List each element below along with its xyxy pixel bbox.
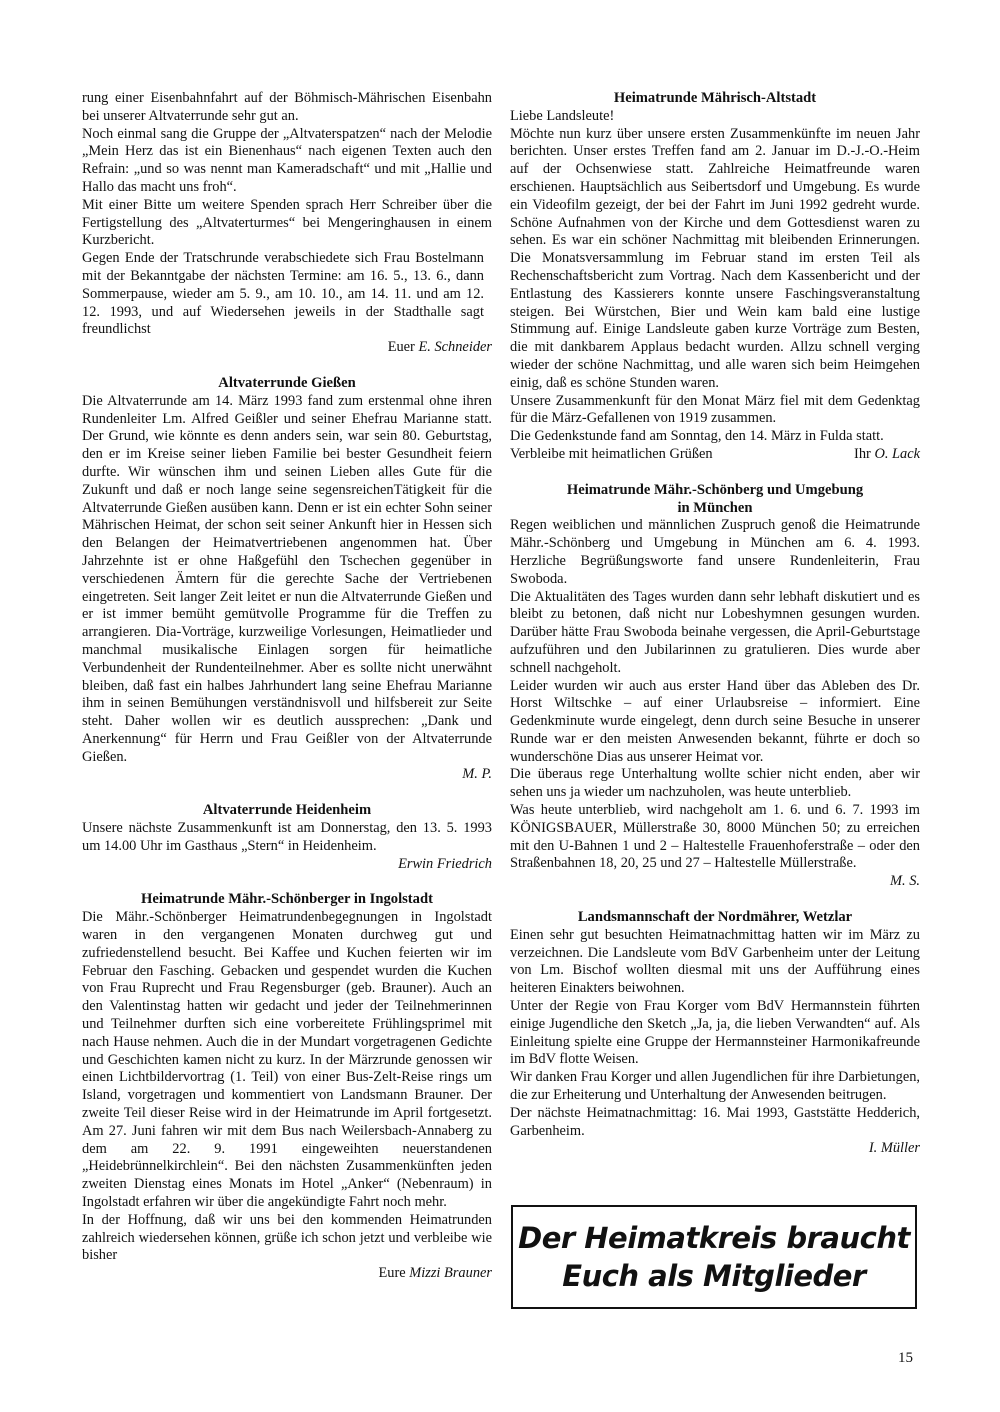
intro-signature bbox=[82, 339, 492, 357]
membership-banner bbox=[511, 1205, 917, 1309]
ingolstadt-paragraph-1: Die Mähr.-Schönberger Heimatrundenbegegnungen in Ingolstadt waren in den vergangenen Monaten durchweg gut und zufriedenstellend besucht. Bei Kaffee und Kuchen feierten wir im Februar den Fasching. Gebacken und gespendet wurden die Kuchen von Frau Ruprecht und Frau Regensburger (geb. Brauner). Auch an den Valentinstag hatten wir gedacht und jeder der Teilnehmerinnen und Teilnehmer durften sich eine vorbereitete Frühlingsprimel mit nach Hause nehmen. Auch die in der Mundart vorgetragenen Gedichte und Geschichten kamen nicht zu kurz. In der Märzrunde genossen wir einen Lichtbildervortrag (1. Teil) von einer Bus-Zelt-Reise rings um Island, vorgetragen und kommentiert von Landsmann Brauner. Der zweite Teil dieser Reise wird in der Heimatrunde im April fortgesetzt. Am 27. Juni fahren wir mit dem Bus nach Weilersbach-Annaberg zu dem am 22. 9. 1991 eingeweihten neuerstandenen „Heidebrünnelkirchlein“. Bei den nächsten Zusammenkünften jeden zweiten Dienstag eines Monats im Hotel „Anker“ (Nebenraum) in Ingolstadt erfahren wir über die angekündigte Fahrt noch mehr. bbox=[82, 909, 492, 1211]
ingolstadt-signature-prefix: Eure bbox=[378, 1265, 406, 1282]
altstadt-paragraph-3: Unsere Zusammenkunft für den Monat März fiel mit dem Gedenktag für die März-Gefallenen von 1919 zusammen. bbox=[510, 392, 920, 427]
right-column bbox=[510, 90, 920, 1158]
heidenheim-heading: Altvaterrunde Heidenheim bbox=[202, 802, 372, 819]
altstadt-signature bbox=[854, 446, 920, 464]
intro-paragraph-4: Gegen Ende der Tratschrunde verabschiedete sich Frau Bostelmann mit der Bekanntgabe der nächsten Termine: am 16. 5., 13. 6., dann Sommerpause, wieder am 5. 9., am 10. 10., am 14. 11. und am 12. 12. 1993, und auf Wiedersehen jeweils in der Stadthalle sagt freundlichst bbox=[82, 250, 484, 338]
intro-paragraph-1: rung einer Eisenbahnfahrt auf der Böhmisch-Mährischen Eisenbahn bei unserer Altvaterrunde sehr gut an. bbox=[82, 90, 492, 124]
ingolstadt-heading: Heimatrunde Mähr.-Schönberger in Ingolstadt bbox=[141, 891, 433, 908]
altstadt-paragraph-1: Liebe Landsleute! bbox=[510, 107, 615, 124]
heidenheim-paragraph: Unsere nächste Zusammenkunft ist am Donnerstag, den 13. 5. 1993 um 14.00 Uhr im Gasthaus „Stern“ in Heidenheim. bbox=[82, 820, 492, 854]
intro-signature-name: E. Schneider bbox=[418, 339, 492, 356]
muenchen-paragraph-3: Leider wurden wir auch aus erster Hand über das Ableben des Dr. Horst Wiltschke – auf einer Urlaubsreise – informiert. Eine Gedenkminute wurde eingelegt, denn durch seine Besuche in unserer Runde war er den meisten Anwesenden bekannt, führte er doch so wunderschöne Dias aus unserer Heimat vor. bbox=[510, 677, 920, 765]
altstadt-paragraph-4: Die Gedenkstunde fand am Sonntag, den 14. März in Fulda statt. bbox=[510, 428, 884, 445]
altstadt-heading: Heimatrunde Mährisch-Altstadt bbox=[613, 90, 817, 106]
muenchen-paragraph-2: Die Aktualitäten des Tages wurden dann sehr lebhaft diskutiert und es bleibt zu betonen, daß nicht nur Lobeshymnen gesungen wurden. Darüber hätte Frau Swoboda beinahe vergessen, die April-Geburtstage aufzuführen und den Jubilarinnen zu gratulieren. Dies wurde aber schnell nachgeholt. bbox=[510, 588, 920, 676]
muenchen-paragraph-5: Was heute unterblieb, wird nachgeholt am 1. 6. und 6. 7. 1993 im KÖNIGSBAUER, Müllerstraße 30, 8000 München 50; zu erreichen mit den U-Bahnen 1 und 2 – Haltestelle Frauenhoferstraße – oder den Straßenbahnen 18, 20, 25 und 27 – Haltestelle Müllerstraße. bbox=[510, 802, 920, 872]
altstadt-signature-prefix: Ihr bbox=[854, 445, 871, 462]
giessen-signature: M. P. bbox=[462, 766, 492, 783]
left-column bbox=[82, 90, 492, 1283]
muenchen-heading-line2: in München bbox=[677, 499, 753, 516]
banner-line-1: Der Heimatkreis braucht bbox=[518, 1221, 910, 1255]
ingolstadt-signature bbox=[82, 1265, 492, 1283]
altstadt-paragraph-2: Möchte nun kurz über unsere ersten Zusammenkünfte im neuen Jahr berichten. Unser erstes Treffen fand am 2. Januar im D.-J.-O.-Heim auf der Ochsenwiese statt. Zahlreiche Heimatfreunde waren erschienen. Hauptsächlich aus Seibertsdorf und Umgebung. Es wurde ein Videofilm gezeigt, der bei der Fahrt im Juni 1992 gedreht wurde. Schöne Aufnahmen von der Kirche und dem Gottesdienst waren zu sehen. Es war ein schöner Nachmittag mit bleibenden Erinnerungen. Die Monatsversammlung im Februar stand im ersten Teil als Rechenschaftsbericht zum Vortrag. Nach dem Kassenbericht und der Entlastung des Kassierers konnte unsere Faschingsveranstaltung steigen. Bei Würstchen, Bier und Wein kam bald eine lustige Stimmung auf. Einige Landsleute gaben kurze Vorträge zum Besten, die mit dankbarem Applaus bedacht wurden. Allzu schnell verging wieder der schöne Nachmittag, und alle waren sich beim Heimgehen einig, daß es schöne Stunden waren. bbox=[510, 125, 920, 391]
wetzlar-paragraph-1: Einen sehr gut besuchten Heimatnachmittag hatten wir im März zu verzeichnen. Die Landsleute vom BdV Garbenheim unter der Leitung von Lm. Bischof wollten diesmal mit uns der Aufführung eines heiteren Einakters beiwohnen. bbox=[510, 926, 920, 997]
wetzlar-signature: I. Müller bbox=[868, 1140, 920, 1157]
wetzlar-paragraph-2: Unter der Regie von Frau Korger vom BdV Hermannstein führten einige Jugendliche den Sketch „Ja, ja, die lieben Verwandten“ auf. Als Einleitung spielte eine Gruppe der Hermannsteiner Harmonikafreunde im BdV flotte Weisen. bbox=[510, 998, 920, 1068]
banner-line-2: Euch als Mitglieder bbox=[562, 1259, 866, 1293]
ingolstadt-signature-name: Mizzi Brauner bbox=[409, 1265, 492, 1282]
altstadt-signature-name: O. Lack bbox=[874, 445, 920, 462]
intro-signature-prefix: Euer bbox=[387, 339, 415, 356]
wetzlar-heading: Landsmannschaft der Nordmährer, Wetzlar bbox=[577, 909, 853, 926]
heidenheim-signature: Erwin Friedrich bbox=[398, 855, 492, 872]
muenchen-paragraph-4: Die überaus rege Unterhaltung wollte schier nicht enden, aber wir sehen uns ja wieder um nachzuholen, was heute unterblieb. bbox=[510, 766, 920, 801]
wetzlar-paragraph-3: Wir danken Frau Korger und allen Jugendlichen für ihre Darbietungen, die zur Erheiterung und Unterhaltung der Anwesenden beitrugen. bbox=[510, 1069, 920, 1104]
muenchen-paragraph-1: Regen weiblichen und männlichen Zuspruch genoß die Heimatrunde Mähr.-Schönberg und Umgebung in München am 6. 4. 1993. Herzliche Begrüßungsworte fand unsere Rundenleiterin, Frau Swoboda. bbox=[510, 517, 920, 587]
ingolstadt-paragraph-2: In der Hoffnung, daß wir uns bei den kommenden Heimatrunden zahlreich wiedersehen können, grüße ich schon jetzt und verbleibe wie bisher bbox=[82, 1211, 492, 1264]
muenchen-heading-line1: Heimatrunde Mähr.-Schönberg und Umgebung bbox=[566, 481, 864, 498]
intro-paragraph-3: Mit einer Bitte um weitere Spenden sprach Herr Schreiber über die Fertigstellung des „Altvaterturmes“ bei Mengeringhausen in einem Kurzbericht. bbox=[82, 196, 492, 249]
muenchen-signature: M. S. bbox=[890, 873, 920, 890]
intro-paragraph-2: Noch einmal sang die Gruppe der „Altvaterspatzen“ nach der Melodie „Mein Herz das ist ein Bienenhaus“ nach eigenen Texten auch den Refrain: „und so was nennt man Kameradschaft“ und mit „Hallie und Hallo das macht uns froh“. bbox=[82, 125, 492, 195]
altstadt-sign-row bbox=[510, 446, 920, 464]
altstadt-paragraph-5: Verbleibe mit heimatlichen Grüßen bbox=[510, 445, 713, 462]
giessen-paragraph: Die Altvaterrunde am 14. März 1993 fand zum erstenmal ohne ihren Rundenleiter Lm. Alfred Geißler und seiner Ehefrau Marianne statt. Der Grund, wie könnte es denn anders sein, war sein 80. Geburtstag, den er im Kreise seiner lieben Familie bei bester Gesundheit feiern durfte. Wir wünschen ihm und seinen Lieben alles Gute für die Zukunft und daß er noch lange seine segensreichenTätigkeit für die Altvaterrunde Gießen ausüben kann. Denn er ist ein echter Sohn seiner Mährischen Heimat, der schon seit seiner Ankunft hier in Hessen sich den Belangen der Heimatvertriebenen angenommen hat. Über Jahrzehnte ist er ohne Haßgefühl den Tschechen gegenüber in verschiedenen Ämtern für die gerechte Sache der Vertriebenen eingetreten. Seit langer Zeit leitet er nun die Altvaterrunde Gießen und er ist immer bemüht gemütvolle Programme für die Treffen zu arrangieren. Dia-Vorträge, kurzweilige Vorlesungen, Heimatlieder und manchmal musikalische Einlagen sorgen für heimatliche Verbundenheit der Rundenteilnehmer. Aber es sollte nicht unerwähnt bleiben, daß fast ein halbes Jahrhundert lang seine Ehefrau Marianne ihm in seinen Bemühungen verständnisvoll und hilfsbereit zur Seite steht. Daher wollen wir es deutlich aussprechen: „Dank und Anerkennung“ für Herrn und Frau Geißler von der Altvaterrunde Gießen. bbox=[82, 392, 492, 765]
page-number: 15 bbox=[898, 1350, 913, 1366]
intro-sign-row bbox=[82, 250, 492, 339]
wetzlar-paragraph-4: Der nächste Heimatnachmittag: 16. Mai 1993, Gaststätte Hedderich, Garbenheim. bbox=[510, 1104, 920, 1139]
giessen-heading: Altvaterrunde Gießen bbox=[218, 374, 356, 391]
